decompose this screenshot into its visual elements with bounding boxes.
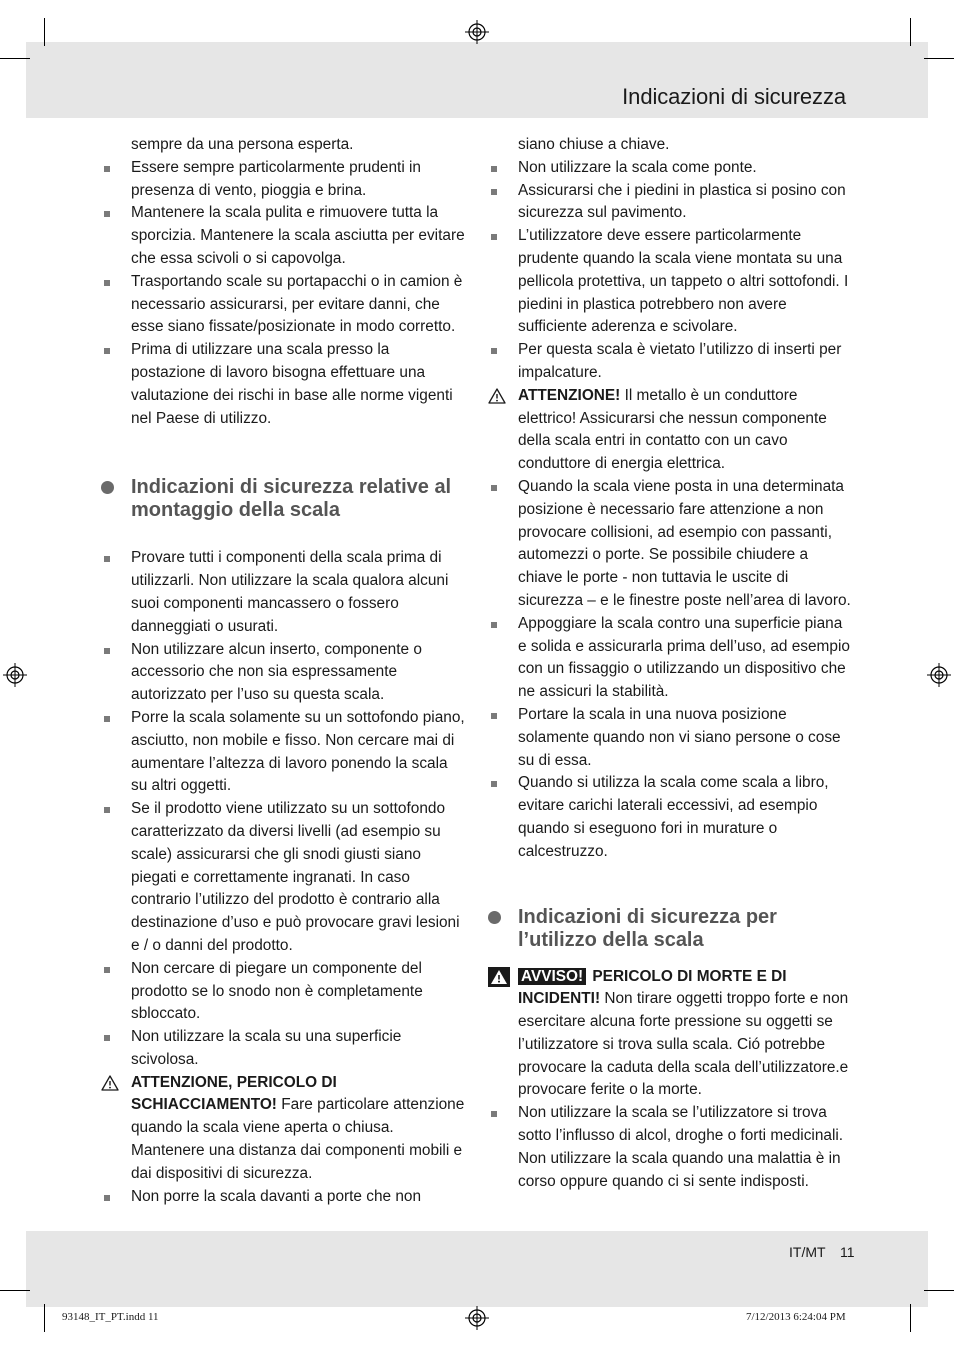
- warning-text: Il metallo è un conduttore elettrico! Assicurarsi che nessun componente della scala entri in contatto con un cavo conduttore di energia elettrica.: [518, 386, 827, 473]
- crop-mark: [0, 58, 30, 59]
- list-item: [488, 1102, 852, 1193]
- avviso-title: PERICOLO DI MORTE E DI INCIDENTI!: [518, 967, 787, 1008]
- list-item-text: Per questa scala è vietato l’utilizzo di inserti per impalcature.: [518, 341, 842, 381]
- crop-mark: [910, 1304, 911, 1332]
- page-title: Indicazioni di sicurezza: [622, 84, 846, 109]
- list-item: [101, 202, 467, 270]
- crop-mark: [44, 1304, 45, 1332]
- warning-item: [101, 1072, 467, 1186]
- warning-filled-icon: [488, 967, 510, 987]
- list-item: [101, 1026, 467, 1072]
- list-item-text: Non cercare di piegare un componente del prodotto se lo snodo non è completamente sbloccato.: [131, 959, 423, 1023]
- right-column: [488, 134, 852, 1193]
- list-item-text: Porre la scala solamente su un sottofondo piano, asciutto, non mobile e fisso. Non cercare mai di aumentare l’altezza di lavoro ponendo la scala su altri oggetti.: [131, 708, 465, 795]
- avviso-label: AVVISO!: [518, 968, 586, 985]
- list-item-text: Non porre la scala davanti a porte che non: [131, 1187, 422, 1205]
- warning-item: [488, 385, 852, 476]
- list-item-text: L’utilizzatore deve essere particolarmente prudente quando la scala viene montata su una pellicola protettiva, un tappeto o altri sottofondi. I piedini in plastica potrebbero non avere sufficiente aderenza e scivolare.: [518, 227, 849, 336]
- list-item-text: Essere sempre particolarmente prudenti in presenza di vento, pioggia e brina.: [131, 158, 421, 199]
- crop-mark: [910, 18, 911, 46]
- warning-triangle-icon: [101, 1075, 119, 1091]
- warning-text: Fare particolare attenzione quando la scala viene aperta o chiusa. Mantenere una distanza dai componenti mobili e dai dispositivi di sicurezza.: [131, 1096, 465, 1182]
- list-item-text: Appoggiare la scala contro una superficie piana e solida e assicurarla prima dell’uso, ad esempio con un fissaggio o utilizzando un dispositivo che ne assicuri la stabilità.: [518, 614, 850, 701]
- left-column: [101, 134, 467, 1208]
- list-item-text: Portare la scala in una nuova posizione solamente quando non vi siano persone o cose su di essa.: [518, 705, 841, 769]
- list-item-continued: [101, 134, 467, 157]
- registration-mark-icon: [465, 1306, 489, 1330]
- list-item-text: Quando la scala viene posta in una determinata posizione è necessario fare attenzione a non provocare collisioni, ad esempio con passanti, automezzi o porte. Se possibile chiudere a chiave le porte - non tuttavia le uscite di sicurezza – e le finestre poste nell’area di lavoro.: [518, 477, 851, 609]
- slug-filename: 93148_IT_PT.indd 11: [62, 1311, 159, 1323]
- list-item-text: Non utilizzare la scala su una superficie scivolosa.: [131, 1028, 402, 1068]
- right-list-2: [488, 966, 852, 1194]
- list-item: [101, 639, 467, 707]
- list-item-text: Non utilizzare la scala come ponte.: [518, 158, 757, 176]
- list-item: [101, 271, 467, 339]
- crop-mark: [0, 1290, 30, 1291]
- list-item: [488, 613, 852, 704]
- list-item: [101, 1186, 467, 1209]
- list-item-text: Prima di utilizzare una scala presso la postazione di lavoro bisogna effettuare una valutazione dei rischi in base alle norme vigenti nel Paese di utilizzo.: [131, 341, 453, 427]
- list-item-text: sempre da una persona esperta.: [131, 136, 354, 153]
- list-item: [488, 772, 852, 863]
- list-item: [488, 476, 852, 613]
- left-list-2: [101, 547, 467, 1208]
- crop-mark: [924, 1290, 954, 1291]
- list-item: [101, 339, 467, 430]
- registration-mark-icon: [927, 663, 951, 687]
- list-item-text: Non utilizzare la scala se l’utilizzatore si trova sotto l’influsso di alcol, droghe o forti medicinali. Non utilizzare la scala quando una malattia è in corso oppure quando ci si sente indisposti.: [518, 1104, 844, 1190]
- section-heading-utilizzo: Indicazioni di sicurezza per l’utilizzo della scala: [488, 906, 852, 952]
- crop-mark: [924, 58, 954, 59]
- list-item-text: Assicurarsi che i piedini in plastica si posino con sicurezza sul pavimento.: [518, 181, 846, 222]
- list-item: [101, 547, 467, 638]
- list-item-text: Provare tutti i componenti della scala prima di utilizzarli. Non utilizzare la scala qualora alcuni suoi componenti mancassero o fossero danneggiati o usurati.: [131, 549, 449, 635]
- footer-page-number: 11: [840, 1244, 855, 1260]
- slug-date: 7/12/2013 6:24:04 PM: [746, 1311, 846, 1323]
- section-heading-montaggio: Indicazioni di sicurezza relative al montaggio della scala: [101, 476, 467, 522]
- list-item: [101, 798, 467, 958]
- avviso-item: [488, 966, 852, 1103]
- list-item-text: Trasportando scale su portapacchi o in camion è necessario assicurarsi, per evitare danni, che esse siano fissate/posizionate in modo corretto.: [131, 272, 463, 336]
- list-item: [488, 157, 852, 180]
- footer-lang: IT/MT: [789, 1244, 826, 1260]
- warning-title: ATTENZIONE!: [518, 386, 621, 404]
- list-item-text: Mantenere la scala pulita e rimuovere tutta la sporcizia. Mantenere la scala asciutta per evitare che essa scivoli o si capovolga.: [131, 204, 465, 267]
- warning-title: ATTENZIONE, PERICOLO DI SCHIACCIAMENTO!: [131, 1073, 337, 1114]
- warning-triangle-icon: [488, 388, 506, 404]
- list-item-text: Se il prodotto viene utilizzato su un sottofondo caratterizzato da diversi livelli (ad esempio su scale) assicurarsi che gli snodi giusti siano piegati e correttamente ingranati. In caso contrario l’utilizzo del prodotto è contrario alla destinazione d’uso e può provocare gravi lesioni e / o danni del prodotto.: [131, 800, 460, 954]
- list-item: [488, 704, 852, 772]
- footer-band: [26, 1231, 928, 1307]
- list-item-text: Quando si utilizza la scala come scala a libro, evitare carichi laterali eccessivi, ad esempio quando si eseguono fori in murature o calcestruzzo.: [518, 774, 829, 860]
- registration-mark-icon: [465, 20, 489, 44]
- list-item-continued: [488, 134, 852, 157]
- list-item: [488, 180, 852, 226]
- list-item: [101, 707, 467, 798]
- registration-mark-icon: [3, 663, 27, 687]
- list-item: [101, 157, 467, 203]
- left-list-1: [101, 134, 467, 430]
- list-item-text: siano chiuse a chiave.: [518, 136, 670, 153]
- avviso-text: Non tirare oggetti troppo forte e non esercitare alcuna forte pressione su oggetti se l’utilizzatore si trova sulla scala. Ció potrebbe provocare la caduta della scala dell’utilizzatore.e provocare ferite o la morte.: [518, 990, 849, 1099]
- list-item: [488, 339, 852, 385]
- crop-mark: [44, 18, 45, 46]
- right-list-1: [488, 134, 852, 864]
- list-item: [488, 225, 852, 339]
- list-item-text: Non utilizzare alcun inserto, componente o accessorio che non sia espressamente autorizzato per l’uso su questa scala.: [131, 640, 422, 704]
- list-item: [101, 958, 467, 1026]
